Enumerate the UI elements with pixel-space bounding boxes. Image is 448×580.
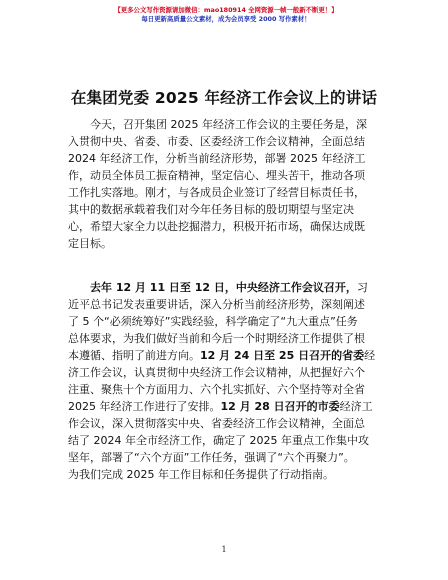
text-line: [68, 279, 386, 296]
text-line: 心，希望大家全力以赴挖掘潜力，积极开拓市场，确保达成既: [68, 220, 365, 233]
text-line: 注重、聚焦十个方面用力、六个扎实抓好、六个坚持等对全省: [68, 383, 365, 396]
text-line: [68, 347, 386, 364]
bold-phrase: 中央经济工作会议召开，: [235, 281, 357, 294]
text-span: 经: [364, 349, 376, 362]
text-line: 为我们完成 2025 年工作目标和任务提供了行动指南。: [68, 468, 334, 481]
promo-banner-line-2: 每日更新高质量公文素材，成为会员享受 2000 写作素材！: [141, 15, 311, 23]
text-span: 2025 年经济工作进行了安排。: [68, 400, 221, 413]
text-line: 结了 2024 年全市经济工作，确定了 2025 年重点工作集中攻: [68, 434, 369, 447]
text-span: 经济工: [339, 400, 373, 413]
document-title: 在集团党委 2025 年经济工作会议上的讲话: [70, 89, 378, 107]
text-line: 总体要求，为我们做好当前和今后一个时期经济工作提供了根: [68, 332, 365, 345]
text-line: 作会议，深入贯彻落实中央、省委经济工作会议精神，全面总: [68, 417, 365, 430]
page-number: 1: [221, 545, 227, 554]
text-line: 坚年，部署了“六个方面”工作任务，强调了“六个再聚力”。: [68, 451, 355, 464]
bold-phrase: 去年 12 月 11 日至 12 日，: [90, 281, 236, 294]
text-line: 了 5 个“必须统筹好”实践经验，科学确定了“九大重点”任务: [68, 315, 358, 328]
text-line: 2024 年经济工作，分析当前经济形势，部署 2025 年经济工: [68, 152, 366, 165]
paragraph-2: [68, 279, 386, 483]
paragraph-1: [68, 116, 386, 252]
text-line: 定目标。: [68, 237, 112, 250]
text-line: 作，动员全体员工振奋精神，坚定信心、埋头苦干，推动各项: [68, 169, 365, 182]
text-line: [68, 398, 386, 415]
text-line: 其中的数据承载着我们对今年任务目标的殷切期望与坚定决: [68, 203, 354, 216]
text-span: 本遵循、指明了前进方向。: [68, 349, 200, 362]
bold-phrase: 12 月 28 日召开的市委: [220, 400, 340, 413]
bold-phrase: 12 月 24 日至 25 日召开的省委: [200, 349, 365, 362]
text-line: 济工作会议，认真贯彻中央经济工作会议精神，从把握好六个: [68, 366, 365, 379]
text-line: 近平总书记发表重要讲话，深入分析当前经济形势，深刻阐述: [68, 298, 365, 311]
text-line: 今天，召开集团 2025 年经济工作会议的主要任务是，深: [90, 118, 367, 131]
text-span: 习: [356, 281, 368, 294]
text-line: 入贯彻中央、省委、市委、区委经济工作会议精神，全面总结: [68, 135, 365, 148]
text-line: 工作扎实落地。刚才，与各成员企业签订了经营目标责任书，: [68, 186, 365, 199]
promo-banner: [110, 6, 342, 24]
promo-banner-line-1: 【更多公文写作资源请加微信：mao180914 全网资源一帧一般新不断更！】: [114, 6, 338, 14]
